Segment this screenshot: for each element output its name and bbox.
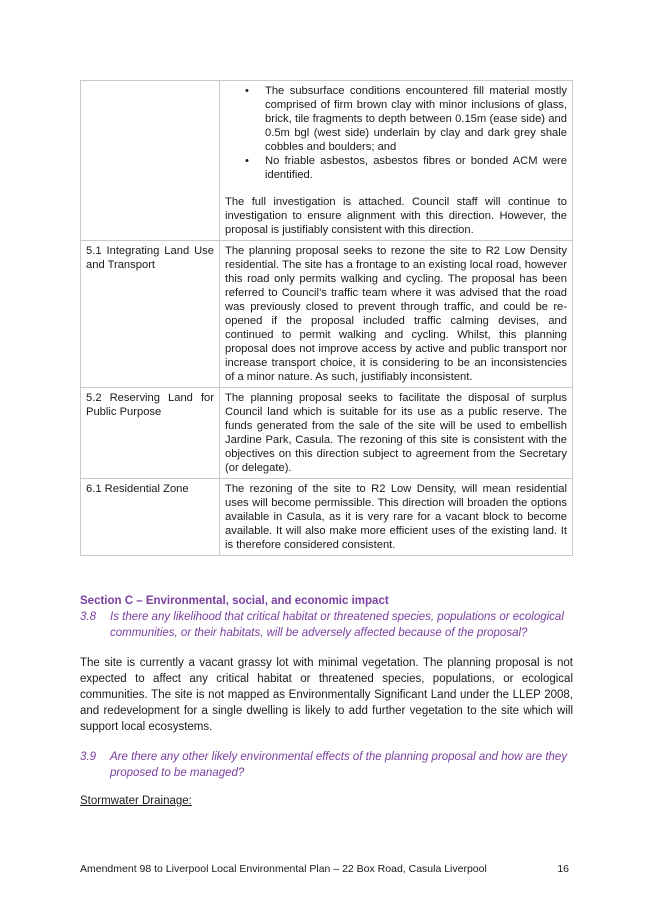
bullet-icon: • [245,85,249,97]
question-text: Is there any likelihood that critical habitat or threatened species, populations or ecological communities, or their habitats, will be adversely affected because of the proposal? [110,611,564,639]
question-3-8 [80,609,573,641]
page-footer [80,863,573,875]
table-row [81,388,573,479]
list-item: • The subsurface conditions encountered fill material mostly comprised of firm brown clay with minor inclusions of glass, brick, tile fragments to depth between 0.15m (ease side) and 0.5m bgl (west side) underlain by clay and dark grey shale cobbles and boulders; and [245,85,567,153]
question-3-9 [80,749,573,781]
direction-cell: 6.1 Residential Zone [81,479,220,556]
closing-text: The full investigation is attached. Council staff will continue to investigation to ensure alignment with this direction. However, the proposal is justifiably consistent with this direction. [225,196,567,236]
comment-cell: The planning proposal seeks to facilitate the disposal of surplus Council land which is suitable for its use as a public reserve. The funds generated from the sale of the site will be used to embellish Jardine Park, Casula. The rezoning of this site is consistent with the objectives on this direction subject to agreement from the Secretary (or delegate). [220,388,573,479]
subheading-stormwater: Stormwater Drainage: [80,795,192,807]
section-heading: Section C – Environmental, social, and economic impact [80,595,389,607]
comment-cell: The planning proposal seeks to rezone the site to R2 Low Density residential. The site has a frontage to an existing local road, however this road only permits walking and cycling. The proposal has been referred to Council’s traffic team where it was advised that the road was previously closed to prevent through traffic, and could be re-opened if the proposal included traffic calming devises, and continued to permit walking and cycling. Whilst, this planning proposal does not improve access by active and public transport nor increase transport choice, it is considering to be an inconsistencies of a minor nature. As such, justifiably inconsistent. [220,241,573,388]
page-number: 16 [557,863,569,875]
question-number: 3.9 [80,751,96,763]
answer-paragraph: The site is currently a vacant grassy lot with minimal vegetation. The planning proposal is not expected to affect any critical habitat or threatened species, populations, or ecological communities. The site is not mapped as Environmentally Significant Land under the LLEP 2008, and redevelopment for a single dwelling is likely to add further vegetation to the site which will support local ecosystems. [80,657,573,733]
direction-cell: 5.2 Reserving Land for Public Purpose [81,388,220,479]
direction-cell [81,81,220,241]
direction-cell: 5.1 Integrating Land Use and Transport [81,241,220,388]
bullet-list [225,84,567,182]
table-row [81,81,573,241]
comment-cell [220,81,573,241]
table-row [81,479,573,556]
question-text: Are there any other likely environmental effects of the planning proposal and how are they proposed to be managed? [110,751,568,779]
comment-cell: The rezoning of the site to R2 Low Density, will mean residential uses will become permissible. This direction will broaden the options available in Casula, as it is very rare for a vacant block to become available. It will also make more efficient uses of the existing land. It is therefore considered consistent. [220,479,573,556]
directions-table [80,80,573,556]
list-item: • No friable asbestos, asbestos fibres or bonded ACM were identified. [245,155,567,181]
footer-text: Amendment 98 to Liverpool Local Environmental Plan – 22 Box Road, Casula Liverpool [80,863,487,875]
question-number: 3.8 [80,611,96,623]
table-row [81,241,573,388]
bullet-icon: • [245,155,249,167]
